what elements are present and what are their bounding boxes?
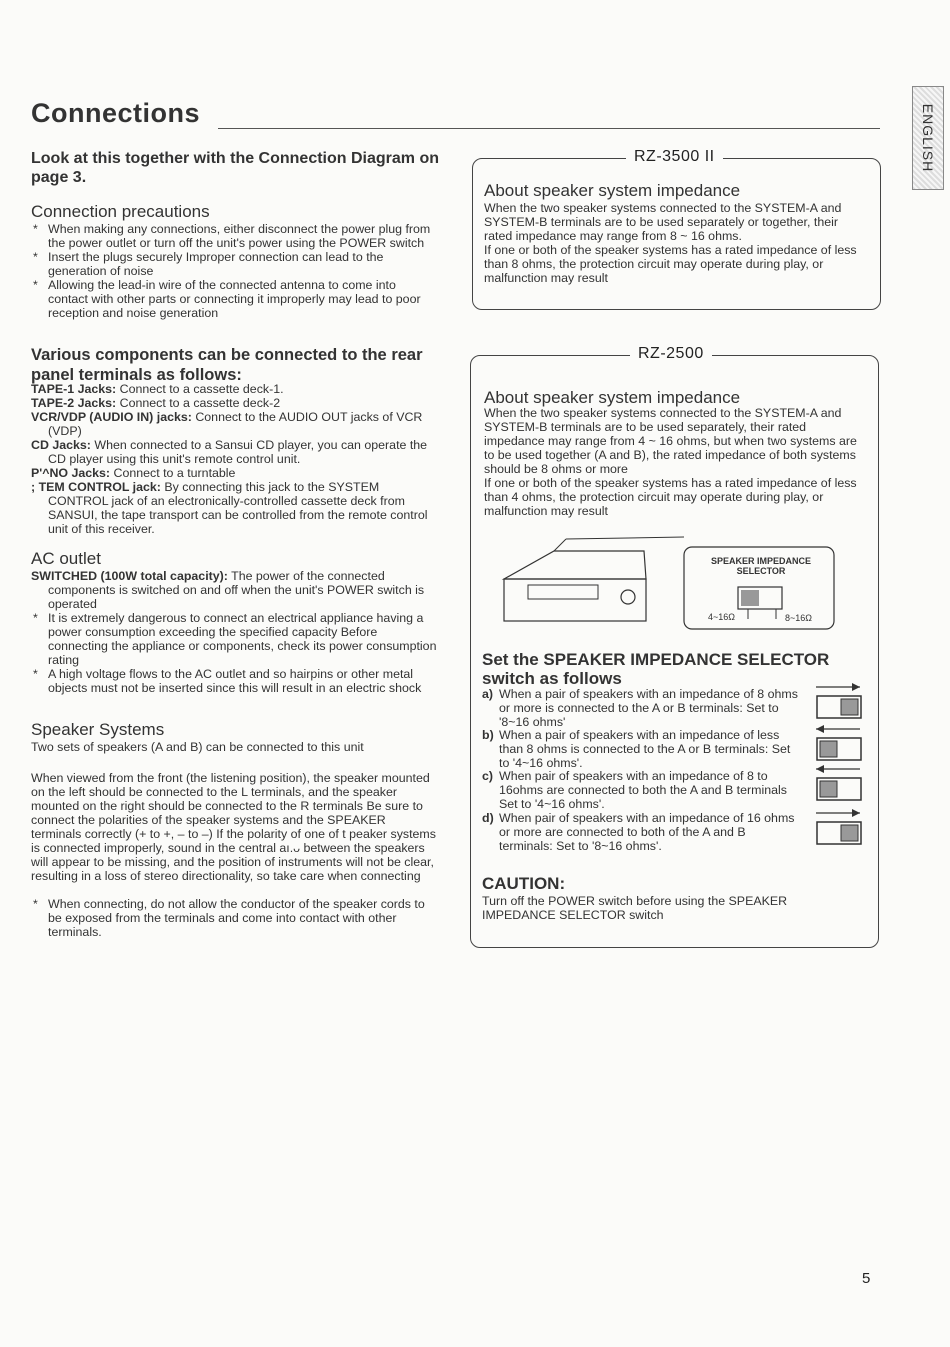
item-text: When a pair of speakers with an impedance of 8 ohms or more is connected to the A or B terminals: Set to '8~16 ohms' bbox=[499, 687, 798, 729]
language-tab-label: ENGLISH bbox=[920, 103, 936, 173]
jack-label: P'^NO Jacks: bbox=[31, 466, 111, 480]
selector-switch-left-icon bbox=[814, 724, 864, 764]
jack-entry bbox=[31, 480, 436, 536]
jack-label: CD Jacks: bbox=[31, 438, 91, 452]
speaker-polarity-text: When viewed from the front (the listening position), the speaker mounted on the left should be connected to the L terminals, and the speaker mounted on the right should be connected to the R terminals Be sure to connect the polarities of the speaker systems and the SPEAKER terminals correctly (+ to +, – to –) If the polarity of one of t peaker systems is connected improperly, sound in the central aı.ᴗ between the speakers will appear to be missing, and the position of instruments will not be clear, resulting in a loss of stereo directionality, so take care when connecting bbox=[31, 771, 436, 883]
page-title: Connections bbox=[31, 98, 201, 128]
jack-label: TAPE-2 Jacks: bbox=[31, 396, 117, 410]
title-rule bbox=[218, 128, 880, 129]
selector-title: SPEAKER IMPEDANCE SELECTOR bbox=[710, 556, 811, 576]
item-letter: d) bbox=[482, 811, 494, 825]
jack-entry bbox=[31, 438, 436, 466]
item-text: When a pair of speakers with an impedance of less than 8 ohms is connected to the A or B terminals: Set to '4~16 ohms'. bbox=[499, 728, 791, 770]
ac-switched-text: The power of the connected components is switched on and off when the unit's POWER switch is operated bbox=[48, 569, 425, 611]
page-number: 5 bbox=[862, 1270, 871, 1287]
jack-text: By connecting this jack to the SYSTEM CONTROL jack of an electronically-controlled cassette deck from SANSUI, the tape transport can be controlled from the remote control unit of this receiver. bbox=[48, 480, 428, 536]
ac-warning-item: * A high voltage flows to the AC outlet and so hairpins or other metal objects must not be inserted since this will result in an electric shock bbox=[31, 667, 439, 695]
jack-label: TAPE-1 Jacks: bbox=[31, 382, 117, 396]
ac-switched bbox=[31, 569, 439, 611]
speaker-systems-heading: Speaker Systems bbox=[31, 720, 165, 739]
item-letter: c) bbox=[482, 769, 494, 783]
item-text: When pair of speakers with an impedance of 16 ohms or more are connected to both of the A and B terminals: Set to '8~16 ohms'. bbox=[499, 811, 795, 853]
selector-setting-item bbox=[482, 811, 800, 853]
jack-entry bbox=[31, 396, 436, 410]
ac-outlet-body bbox=[31, 569, 439, 695]
selector-setting-item bbox=[482, 687, 800, 728]
ac-switched-label: SWITCHED (100W total capacity): bbox=[31, 569, 228, 583]
selector-switch-left-icon bbox=[814, 764, 864, 804]
caution-heading: CAUTION: bbox=[482, 874, 566, 893]
speaker-warning-item: * When connecting, do not allow the conductor of the speaker cords to be exposed from the terminals and come into contact with other terminals. bbox=[31, 897, 439, 939]
jack-text: Connect to a turntable bbox=[113, 466, 236, 480]
precaution-item: * When making any connections, either disconnect the power plug from the power outlet or turn off the unit's power using the POWER switch bbox=[31, 222, 431, 250]
jack-entry bbox=[31, 410, 436, 438]
item-letter: a) bbox=[482, 687, 494, 701]
jack-label: ; TEM CONTROL jack: bbox=[31, 480, 161, 494]
selector-setting-item bbox=[482, 728, 800, 769]
jack-text: When connected to a Sansui CD player, you can operate the CD player using this unit's remote control unit. bbox=[48, 438, 428, 466]
set-selector-heading: Set the SPEAKER IMPEDANCE SELECTOR switch as follows bbox=[482, 650, 830, 688]
ac-warning-item: * It is extremely dangerous to connect an electrical appliance having a power consumption exceeding the specified capacity Before connecting the appliance or components, check its power consumption rating bbox=[31, 611, 439, 667]
ac-outlet-heading: AC outlet bbox=[31, 549, 101, 568]
precautions-heading: Connection precautions bbox=[31, 202, 210, 221]
selector-settings-list bbox=[482, 687, 800, 853]
jack-label: VCR/VDP (AUDIO IN) jacks: bbox=[31, 410, 192, 424]
various-heading: Various components can be connected to the rear panel terminals as follows: bbox=[31, 346, 423, 384]
speaker-systems-intro: Two sets of speakers (A and B) can be connected to this unit bbox=[31, 740, 364, 754]
item-letter: b) bbox=[482, 728, 494, 742]
selector-right-label: 8~16Ω bbox=[785, 613, 812, 623]
rz3500-heading: About speaker system impedance bbox=[484, 181, 741, 200]
speaker-warning-list bbox=[31, 897, 439, 939]
jack-entry bbox=[31, 382, 436, 396]
jack-text: Connect to a cassette deck-2 bbox=[119, 396, 281, 410]
caution-text: Turn off the POWER switch before using the SPEAKER IMPEDANCE SELECTOR switch bbox=[482, 894, 788, 922]
ac-warnings bbox=[31, 611, 439, 695]
selector-switch-right-icon bbox=[814, 682, 864, 722]
rz2500-text: When the two speaker systems connected to the SYSTEM-A and SYSTEM-B terminals are to be used separately, their rated impedance may range from 4 ~ 16 ohms, but when two systems are to be used together (A and B), the rated impedance of both systems should be 8 ohms or more If one or both of the speaker systems has a rated impedance of less than 4 ohms, the protection circuit may operate during play, or malfunction may result bbox=[484, 406, 857, 518]
precaution-item: * Allowing the lead-in wire of the connected antenna to come into contact with other parts or connecting it improperly may lead to poor reception and noise generation bbox=[31, 278, 431, 320]
jack-list bbox=[31, 382, 436, 536]
jack-text: Connect to a cassette deck-1. bbox=[119, 382, 284, 396]
rz3500-text: When the two speaker systems connected to the SYSTEM-A and SYSTEM-B terminals are to be used separately or together, their rated impedance may range from 8 ~ 16 ohms. If one or both of the speaker systems has a rated impedance of less than 8 ohms, the protection circuit may operate during play, or malfunction may result bbox=[484, 201, 857, 285]
rz3500-model-label: RZ-3500 II bbox=[626, 148, 723, 166]
selector-setting-item bbox=[482, 769, 800, 811]
selector-switch-right-icon bbox=[814, 808, 864, 848]
language-tab bbox=[912, 86, 944, 190]
intro-note: Look at this together with the Connection Diagram on page 3. bbox=[31, 150, 440, 186]
jack-entry bbox=[31, 466, 436, 480]
rz2500-heading: About speaker system impedance bbox=[484, 388, 741, 407]
precautions-list bbox=[31, 222, 431, 320]
jack-text: Connect to the AUDIO OUT jacks of VCR (VDP) bbox=[48, 410, 423, 438]
precaution-item: * Insert the plugs securely Improper connection can lead to the generation of noise bbox=[31, 250, 431, 278]
item-text: When pair of speakers with an impedance of 8 to 16ohms are connected to both the A and B terminals Set to '4~16 ohms'. bbox=[499, 769, 787, 811]
rz2500-model-label: RZ-2500 bbox=[630, 345, 712, 363]
selector-left-label: 4~16Ω bbox=[708, 612, 735, 622]
